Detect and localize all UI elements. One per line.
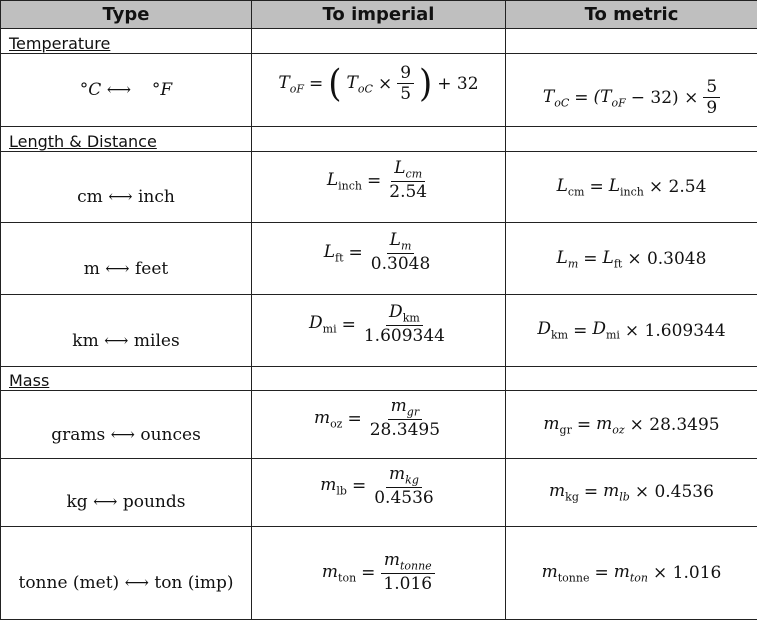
- to-imperial-cell: [252, 526, 506, 619]
- section-title-mass: Mass: [1, 367, 252, 391]
- to-metric-cell: [506, 391, 757, 459]
- table-row-temperature: [1, 53, 757, 127]
- empty-cell: [506, 29, 757, 53]
- formula-to-imperial: $m_{oz}$ = $\frac{m_{gr}}{28.3495}$: [313, 396, 441, 441]
- type-label: tonne (met) ⟷ ton (imp): [18, 572, 234, 593]
- formula-to-metric: $T_{oC}$ = ($T_{oF}$ − 32) × $\frac{5}{9}$: [543, 78, 720, 119]
- type-label: grams ⟷ ounces: [51, 424, 201, 445]
- table-row-kg-pounds: [1, 459, 757, 527]
- formula-to-metric: $m_{gr}$ = $m_{oz}$ × 28.3495: [543, 413, 720, 436]
- header-row: [1, 1, 757, 29]
- formula-to-metric: $L_m$ = $L_{ft}$ × 0.3048: [556, 247, 707, 271]
- table-row-cm-inch: [1, 151, 757, 223]
- to-imperial-cell: [252, 223, 506, 295]
- formula-to-imperial: $D_{mi}$ = $\frac{D_{km}}{1.609344}$: [309, 301, 445, 346]
- type-label: kg ⟷ pounds: [66, 492, 186, 513]
- to-imperial-cell: [252, 459, 506, 527]
- table-row-m-feet: [1, 223, 757, 295]
- to-metric-cell: [506, 295, 757, 367]
- empty-cell: [252, 367, 506, 391]
- to-imperial-cell: [252, 151, 506, 223]
- to-metric-cell: [506, 151, 757, 223]
- table-row-tonne-ton: [1, 526, 757, 619]
- empty-cell: [252, 29, 506, 53]
- to-metric-cell: [506, 526, 757, 619]
- type-cell: [1, 223, 252, 295]
- type-label: cm ⟷ inch: [77, 187, 175, 208]
- type-cell: [1, 295, 252, 367]
- type-cell: [1, 459, 252, 527]
- header-to-metric: To metric: [506, 1, 757, 29]
- type-cell: [1, 151, 252, 223]
- to-imperial-cell: [252, 295, 506, 367]
- type-label: °F: [151, 79, 173, 100]
- empty-cell: [506, 367, 757, 391]
- type-label: m ⟷ feet: [83, 258, 169, 279]
- formula-to-imperial: $T_{oF}$ = ( $T_{oC}$ × $\frac{9}{5}$ ) + 32: [278, 61, 479, 106]
- type-cell: [1, 391, 252, 459]
- header-type: Type: [1, 1, 252, 29]
- formula-to-metric: $D_{km}$ = $D_{mi}$ × 1.609344: [537, 319, 726, 342]
- to-metric-cell: [506, 223, 757, 295]
- type-label: km ⟷ miles: [72, 330, 180, 351]
- section-title-temperature: Temperature: [1, 29, 252, 53]
- section-title-length: Length & Distance: [1, 127, 252, 151]
- type-cell: [1, 526, 252, 619]
- type-cell: [1, 53, 252, 127]
- formula-to-imperial: $L_{inch}$ = $\frac{L_{cm}}{2.54}$: [326, 158, 428, 203]
- formula-to-metric: $m_{tonne}$ = $m_{ton}$ × 1.016: [541, 561, 722, 585]
- formula-to-imperial: $m_{ton}$ = $\frac{m_{tonne}}{1.016}$: [322, 551, 435, 594]
- section-row-temperature: [1, 29, 757, 53]
- table-row-grams-ounces: [1, 391, 757, 459]
- section-row-mass: [1, 367, 757, 391]
- section-row-length: [1, 127, 757, 151]
- table-row-km-miles: [1, 295, 757, 367]
- to-imperial-cell: [252, 391, 506, 459]
- type-label: °C ⟷: [79, 79, 132, 100]
- formula-to-metric: $L_{cm}$ = $L_{inch}$ × 2.54: [556, 175, 707, 199]
- to-imperial-cell: [252, 53, 506, 127]
- formula-to-metric: $m_{kg}$ = $m_{lb}$ × 0.4536: [549, 481, 714, 504]
- formula-to-imperial: $m_{lb}$ = $\frac{m_{kg}}{0.4536}$: [320, 463, 434, 508]
- empty-cell: [252, 127, 506, 151]
- empty-cell: [506, 127, 757, 151]
- to-metric-cell: [506, 459, 757, 527]
- formula-to-imperial: $L_{ft}$ = $\frac{L_m}{0.3048}$: [323, 230, 431, 275]
- header-to-imperial: To imperial: [252, 1, 506, 29]
- to-metric-cell: [506, 53, 757, 127]
